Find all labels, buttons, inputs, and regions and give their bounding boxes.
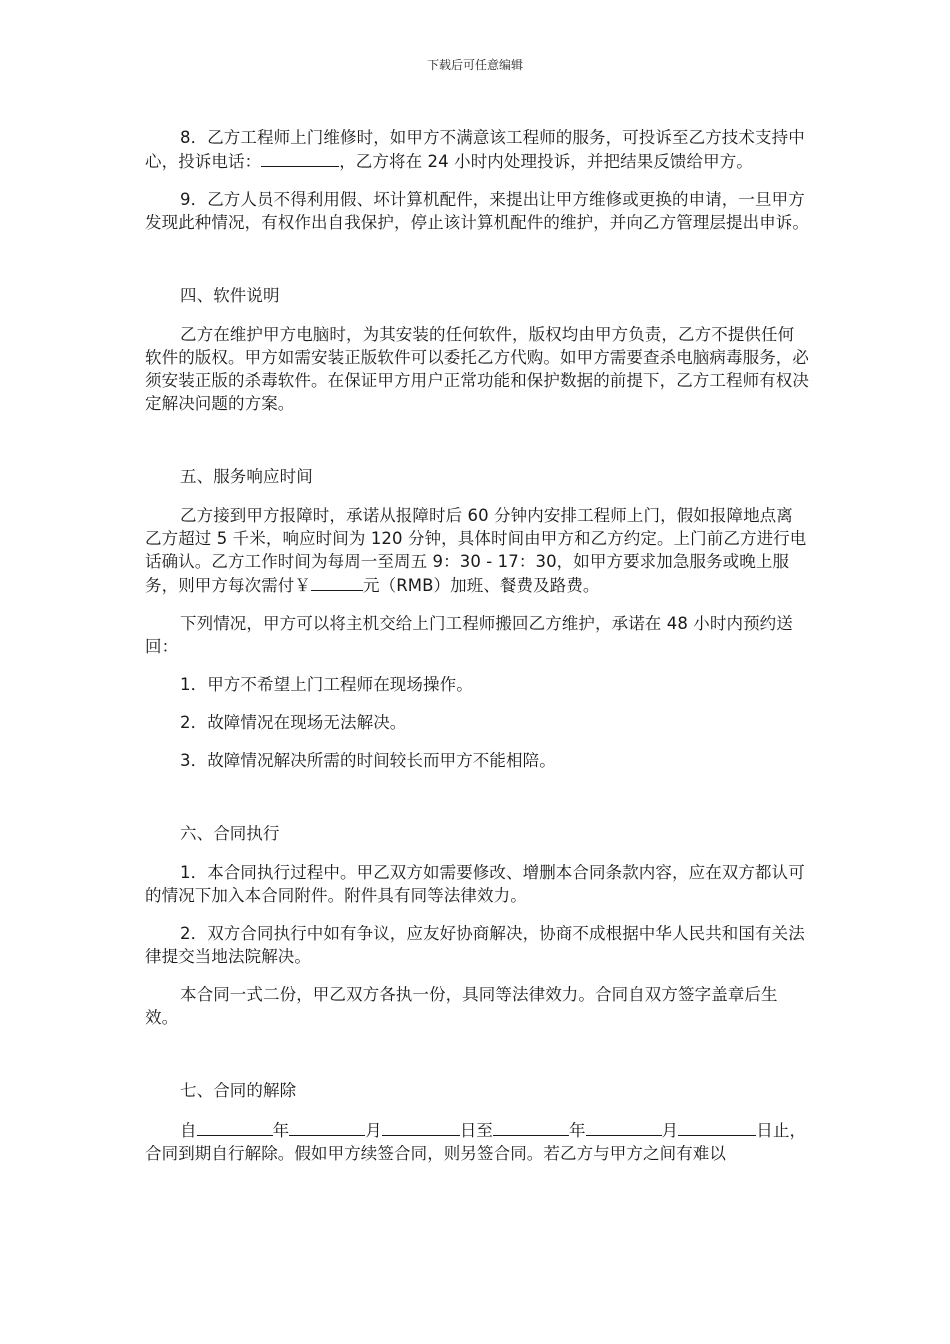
word-from: 自 [180, 1121, 197, 1140]
word-month: 月 [365, 1121, 382, 1140]
start-year-blank [197, 1118, 273, 1136]
end-day-blank [678, 1118, 756, 1136]
clause-8 [145, 126, 809, 173]
section-four-heading: 四、软件说明 [180, 286, 280, 305]
word-year: 年 [272, 1121, 290, 1140]
word-month-2: 月 [661, 1121, 679, 1140]
section-five-text-b: 元（RMB）加班、餐费及路费。 [363, 576, 600, 595]
list-item: 2．故障情况在现场无法解决。 [180, 713, 407, 732]
section-five-paragraph-2: 下列情况，甲方可以将主机交给上门工程师搬回乙方维护，承诺在 48 小时内预约送回： [145, 614, 793, 656]
section-seven-heading: 七、合同的解除 [180, 1081, 297, 1100]
section-five-heading: 五、服务响应时间 [180, 467, 313, 486]
list-item: 1．甲方不希望上门工程师在现场操作。 [180, 675, 473, 694]
clause-8-text-b: ，乙方将在 24 小时内处理投诉，并把结果反馈给甲方。 [339, 152, 753, 171]
section-six-paragraph-2: 2．双方合同执行中如有争议，应友好协商解决，协商不成根据中华人民共和国有关法律提交当地法院解决。 [145, 924, 805, 966]
section-five-text-a: 乙方接到甲方报障时，承诺从报障时后 60 分钟内安排工程师上门，假如报障地点离乙方超过 5 千米，响应时间为 120 分钟，具体时间由甲方和乙方约定。上门前乙方进行电话确认。乙方工作时间为每周一至周五 9：30 - 17：30，如甲方要求加急服务或晚上服务，则甲方每次需付￥ [145, 506, 807, 595]
section-six-paragraph-3: 本合同一式二份，甲乙双方各执一份，具同等法律效力。合同自双方签字盖章后生效。 [145, 985, 778, 1027]
section-six-paragraph-1: 1．本合同执行过程中。甲乙双方如需要修改、增删本合同条款内容，应在双方都认可的情况下加入本合同附件。附件具有同等法律效力。 [145, 863, 805, 905]
section-four-paragraph: 乙方在维护甲方电脑时，为其安装的任何软件，版权均由甲方负责，乙方不提供任何软件的版权。甲方如需安装正版软件可以委托乙方代购。如甲方需要查杀电脑病毒服务，必须安装正版的杀毒软件。在保证甲方用户正常功能和保护数据的前提下，乙方工程师有权决定解决问题的方案。 [145, 325, 809, 413]
word-year-2: 年 [569, 1121, 586, 1140]
section-seven-paragraph [145, 1118, 809, 1165]
clause-9: 9．乙方人员不得利用假、坏计算机配件，来提出让甲方维修或更换的申请，一旦甲方发现此种情况，有权作出自我保护，停止该计算机配件的维护，并向乙方管理层提出申诉。 [145, 190, 809, 232]
list-item: 3．故障情况解决所需的时间较长而甲方不能相陪。 [180, 751, 556, 770]
start-month-blank [289, 1118, 365, 1136]
page-header: 下载后可任意编辑 [426, 58, 523, 72]
end-month-blank [586, 1118, 662, 1136]
end-year-blank [493, 1118, 569, 1136]
start-day-blank [382, 1118, 460, 1136]
section-six-heading: 六、合同执行 [180, 824, 280, 843]
section-five-paragraph-1 [145, 504, 809, 597]
document-body [145, 126, 809, 1165]
section-seven-text: 止，合同到期自行解除。假如甲方续签合同，则另签合同。若乙方与甲方之间有难以 [145, 1121, 807, 1163]
overtime-fee-blank [311, 573, 363, 591]
complaint-phone-blank [261, 149, 339, 167]
clause-8-text-a: 8．乙方工程师上门维修时，如甲方不满意该工程师的服务，可投诉至乙方技术支持中心，投诉电话： [145, 128, 805, 171]
word-day-end: 日 [756, 1121, 773, 1140]
word-day-to: 日至 [459, 1121, 494, 1140]
